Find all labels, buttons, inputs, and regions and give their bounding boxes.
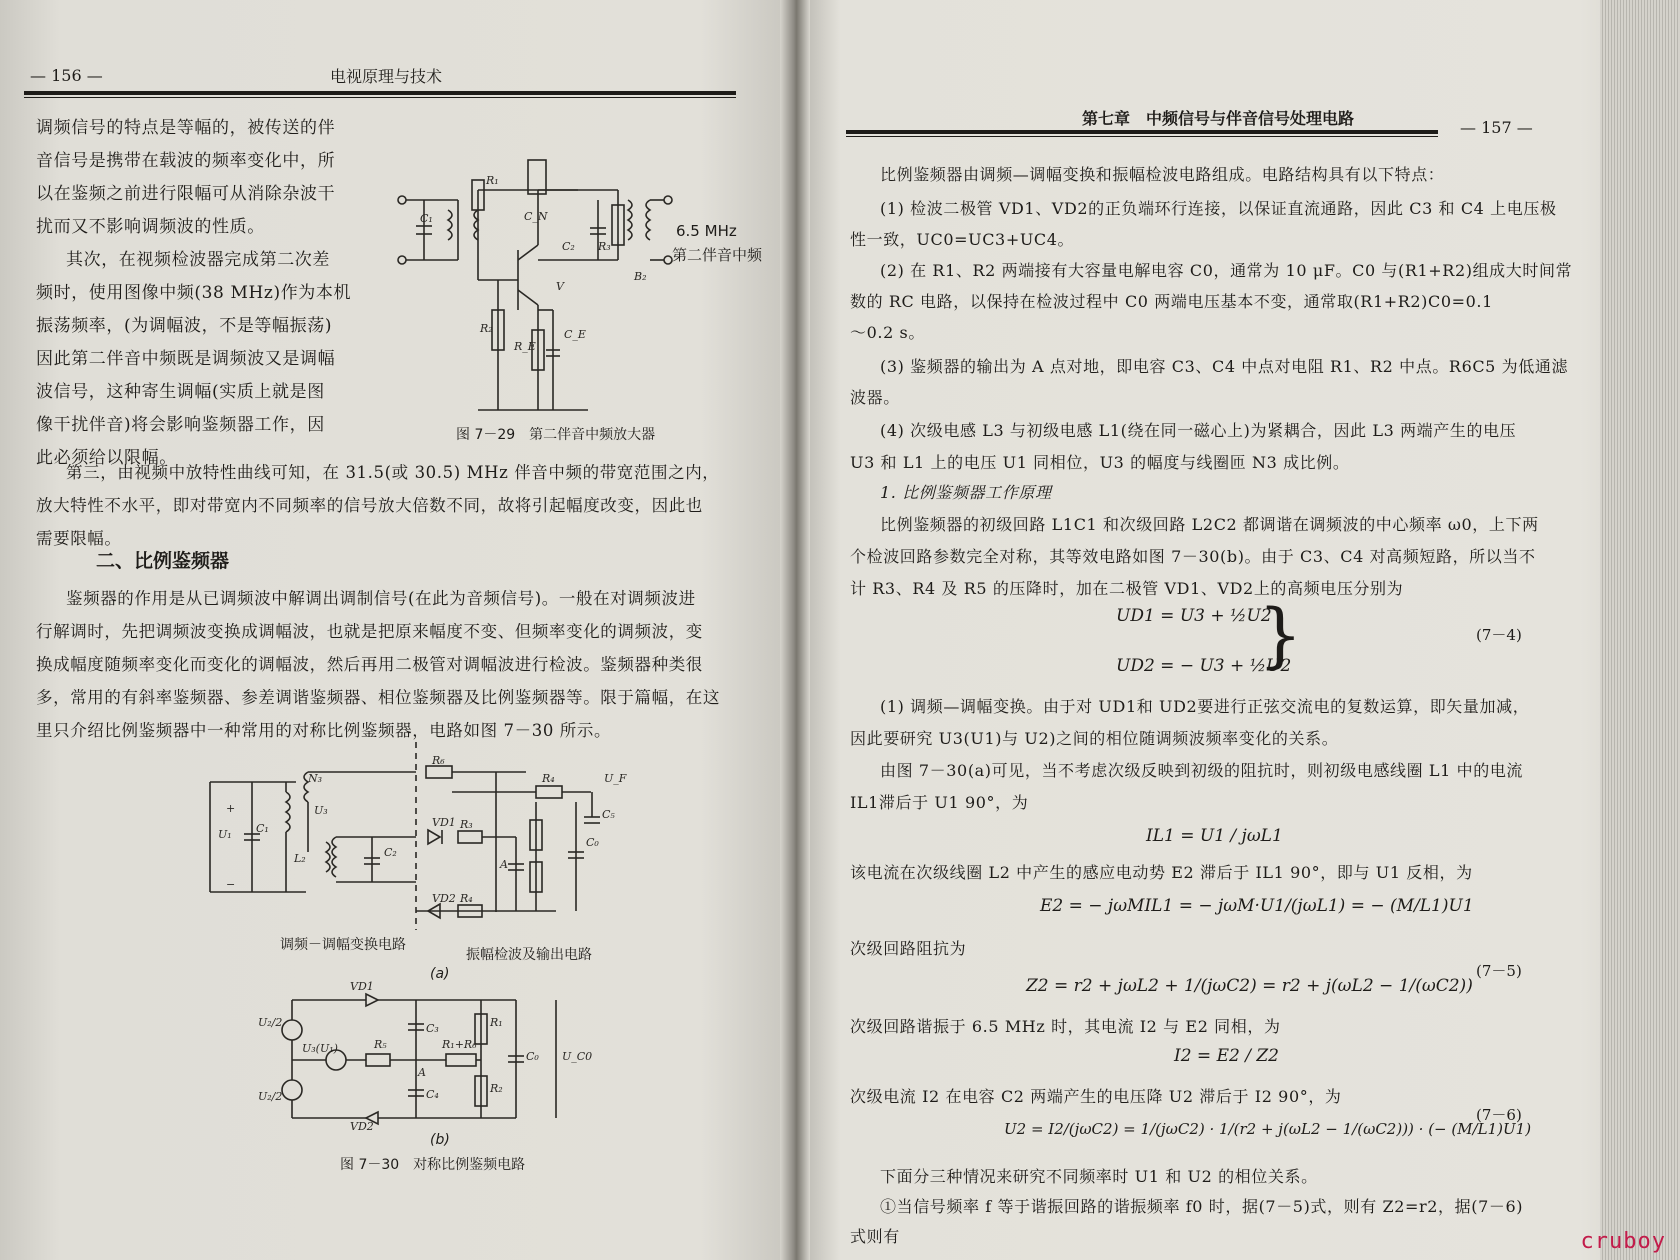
svg-text:R₃: R₃ [460,818,473,831]
page-edges [1600,0,1680,1260]
text-line: 波器。 [850,388,900,407]
svg-text:U_F: U_F [604,772,627,785]
book-gutter [780,0,810,1260]
text-line: 此必须给以限幅。 [36,448,177,468]
svg-text:C₄: C₄ [426,1088,439,1101]
text-line: 里只介绍比例鉴频器中一种常用的对称比例鉴频器，电路如图 7－30 所示。 [36,721,612,740]
svg-text:A: A [500,858,508,871]
text-line: 个检波回路参数完全对称，其等效电路如图 7－30(b)。由于 C3、C4 对高频短路，所以当不 [850,547,1536,566]
text-line: 因此要研究 U3(U1)与 U2)之间的相位随调频波频率变化的关系。 [850,729,1339,748]
svg-text:U₃: U₃ [314,804,328,817]
svg-text:R₃: R₃ [598,240,611,253]
svg-text:C₃: C₃ [426,1022,439,1035]
text-line: 频时，使用图像中频(38 MHz)作为本机 [36,283,352,303]
svg-text:C₁: C₁ [420,212,433,225]
fig730a-right-label: 振幅检波及输出电路 [466,947,592,963]
subheading: 1. 比例鉴频器工作原理 [880,483,1052,502]
svg-text:V: V [556,280,564,293]
text-line: 下面分三种情况来研究不同频率时 U1 和 U2 的相位关系。 [880,1167,1318,1186]
section-heading: 二、比例鉴频器 [96,550,230,572]
text-line: 第三，由视频中放特性曲线可知，在 31.5(或 30.5) MHz 伴音中频的带宽范围之内， [66,463,720,482]
equation-number-7-5: (7－5) [1476,962,1522,980]
svg-text:U₃(U₁): U₃(U₁) [302,1042,338,1055]
text-line: (1) 检波二极管 VD1、VD2的正负端环行连接，以保证直流通路，因此 C3 和 C4 上电压极 [880,199,1557,218]
text-line: 调频信号的特点是等幅的，被传送的伴 [36,118,336,138]
watermark: cruboy [1580,1229,1666,1254]
equation-i2: I2 = E2 / Z2 [1174,1046,1279,1066]
text-line: 以在鉴频之前进行限幅可从消除杂波干 [36,184,336,204]
text-line: 多，常用的有斜率鉴频器、参差调谐鉴频器、相位鉴频器及比例鉴频器等。限于篇幅，在这 [36,688,720,707]
text-u2-intro: 次级电流 I2 在电容 C2 两端产生的电压降 U2 滞后于 I2 90°，为 [850,1087,1342,1106]
equation-7-4a: UD1 = U3 + ½U2 [1116,606,1272,626]
text-line: 放大特性不水平，即对带宽内不同频率的信号放大倍数不同，故将引起幅度改变，因此也 [36,496,703,515]
text-line: 像干扰伴音)将会影响鉴频器工作，因 [36,415,325,435]
svg-text:C₀: C₀ [586,836,599,849]
svg-text:B₂: B₂ [634,270,647,283]
svg-text:VD1: VD1 [432,816,456,829]
fig730-caption: 图 7－30 对称比例鉴频电路 [340,1157,526,1173]
svg-text:VD2: VD2 [350,1120,374,1133]
text-line: 鉴频器的作用是从已调频波中解调出调制信号(在此为音频信号)。一般在对调频波进 [66,589,696,608]
svg-text:N₃: N₃ [308,772,323,785]
text-line: 性一致，UC0=UC3+UC4。 [850,230,1075,249]
svg-text:R₁: R₁ [486,174,499,187]
fig729-label: 第二伴音中频 [672,246,763,264]
svg-text:R₁+R₆: R₁+R₆ [442,1038,477,1051]
left-page-number: — 156 — [30,66,103,85]
svg-text:A: A [418,1066,426,1079]
text-line: U3 和 L1 上的电压 U1 同相位，U3 的幅度与线圈匝 N3 成比例。 [850,453,1350,472]
figure-7-29-amplifier-circuit [388,160,748,420]
text-line: 比例鉴频器由调频—调幅变换和振幅检波电路组成。电路结构具有以下特点： [880,165,1445,184]
equation-e2: E2 = − jωMIL1 = − jωM·U1/(jωL1) = − (M/L1)U1 [1040,896,1474,916]
equation-z2: Z2 = r2 + jωL2 + 1/(jωC2) = r2 + j(ωL2 − 1/(ωC2)) [1026,976,1473,996]
svg-text:C₅: C₅ [602,808,615,821]
svg-text:−: − [226,878,236,891]
svg-text:R₁: R₁ [490,1016,503,1029]
svg-text:C₂: C₂ [562,240,575,253]
text-line: 音信号是携带在载波的频率变化中，所 [36,151,336,171]
svg-text:C_E: C_E [564,328,586,341]
svg-text:R₂: R₂ [490,1082,503,1095]
text-line: (2) 在 R1、R2 两端接有大容量电解电容 C0，通常为 10 μF。C0 与(R1+R2)组成大时间常 [880,261,1573,280]
text-line: 行解调时，先把调频波变换成调幅波，也就是把原来幅度不变、但频率变化的调频波，变 [36,622,703,641]
text-line: 其次，在视频检波器完成第二次差 [66,250,330,270]
right-header-rule [846,130,1438,134]
right-running-title: 第七章 中频信号与伴音信号处理电路 [1082,109,1355,128]
fig729-frequency: 6.5 MHz [676,222,737,240]
figure-7-30a-ratio-detector [196,742,736,932]
text-line: 需要限幅。 [36,529,122,548]
svg-text:U₁: U₁ [218,828,232,841]
text-line: ～0.2 s。 [850,323,925,342]
text-line: 因此第二伴音中频既是调频波又是调幅 [36,349,336,369]
svg-text:C₂: C₂ [384,846,397,859]
text-line: 由图 7－30(a)可见，当不考虑次级反映到初级的阻抗时，则初级电感线圈 L1 中的电流 [880,761,1524,780]
right-header-rule-thin [846,136,1438,137]
text-i2-intro: 次级回路谐振于 6.5 MHz 时，其电流 I2 与 E2 同相，为 [850,1017,1281,1036]
text-line: 扰而又不影响调频波的性质。 [36,217,265,237]
text-line: 比例鉴频器的初级回路 L1C1 和次级回路 L2C2 都调谐在调频波的中心频率 ω0，上下两 [880,515,1539,534]
right-page-number: — 157 — [1460,118,1533,137]
text-z2-intro: 次级回路阻抗为 [850,939,967,958]
left-running-title: 电视原理与技术 [330,67,443,86]
svg-text:U₂/2: U₂/2 [258,1016,283,1029]
text-line: 计 R3、R4 及 R5 的压降时，加在二极管 VD1、VD2上的高频电压分别为 [850,579,1404,598]
svg-text:C₁: C₁ [256,822,269,835]
fig729-caption: 图 7－29 第二伴音中频放大器 [456,427,656,443]
svg-text:R₄: R₄ [542,772,555,785]
text-line: ①当信号频率 f 等于谐振回路的谐振频率 f0 时，据(7－5)式，则有 Z2=r2，据(7－6) [880,1197,1524,1216]
text-line: (1) 调频—调幅变换。由于对 UD1和 UD2要进行正弦交流电的复数运算，即矢量加减， [880,697,1530,716]
svg-text:R₄: R₄ [460,892,473,905]
equation-il1: IL1 = U1 / jωL1 [1146,826,1283,846]
equation-number-7-6: (7－6) [1476,1106,1522,1124]
svg-text:U_C0: U_C0 [562,1050,593,1063]
fig730b-tag: (b) [430,1132,450,1148]
left-header-rule [24,91,736,95]
equation-brace: } [1258,594,1303,676]
text-line: 式则有 [850,1227,900,1246]
svg-text:VD1: VD1 [350,980,374,993]
equation-number-7-4: (7－4) [1476,626,1522,644]
svg-text:U₂/2: U₂/2 [258,1090,283,1103]
text-e2-intro: 该电流在次级线圈 L2 中产生的感应电动势 E2 滞后于 IL1 90°，即与 U1 反相，为 [850,863,1473,882]
svg-text:L₂: L₂ [294,852,306,865]
fig730a-left-label: 调频－调幅变换电路 [280,937,406,953]
text-line: (4) 次级电感 L3 与初级电感 L1(绕在同一磁心上)为紧耦合，因此 L3 两端产生的电压 [880,421,1517,440]
left-header-rule-thin [24,97,736,98]
text-line: (3) 鉴频器的输出为 A 点对地，即电容 C3、C4 中点对电阻 R1、R2 中点。R6C5 为低通滤 [880,357,1569,376]
svg-text:VD2: VD2 [432,892,456,905]
svg-text:R₆: R₆ [432,754,445,767]
text-line: IL1滞后于 U1 90°，为 [850,793,1029,812]
equation-7-4b: UD2 = − U3 + ½U2 [1116,656,1292,676]
svg-text:C₀: C₀ [526,1050,539,1063]
text-line: 数的 RC 电路，以保持在检波过程中 C0 两端电压基本不变，通常取(R1+R2)C0=0.1 [850,292,1493,311]
equation-u2: U2 = I2/(jωC2) = 1/(jωC2) · 1/(r2 + j(ωL2 − 1/(ωC2))) · (− (M/L1)U1) [1004,1120,1532,1138]
svg-text:R_E: R_E [514,340,536,353]
fig730a-tag: (a) [430,966,450,982]
svg-text:C_N: C_N [524,210,548,223]
svg-text:+: + [226,802,236,815]
svg-text:R₅: R₅ [374,1038,387,1051]
figure-7-30b-equivalent-circuit [256,980,593,1133]
text-line: 换成幅度随频率变化而变化的调幅波，然后再用二极管对调幅波进行检波。鉴频器种类很 [36,655,703,674]
text-line: 波信号，这种寄生调幅(实质上就是图 [36,382,325,402]
svg-text:R₂: R₂ [480,322,493,335]
text-line: 振荡频率，(为调幅波，不是等幅振荡) [36,316,333,336]
